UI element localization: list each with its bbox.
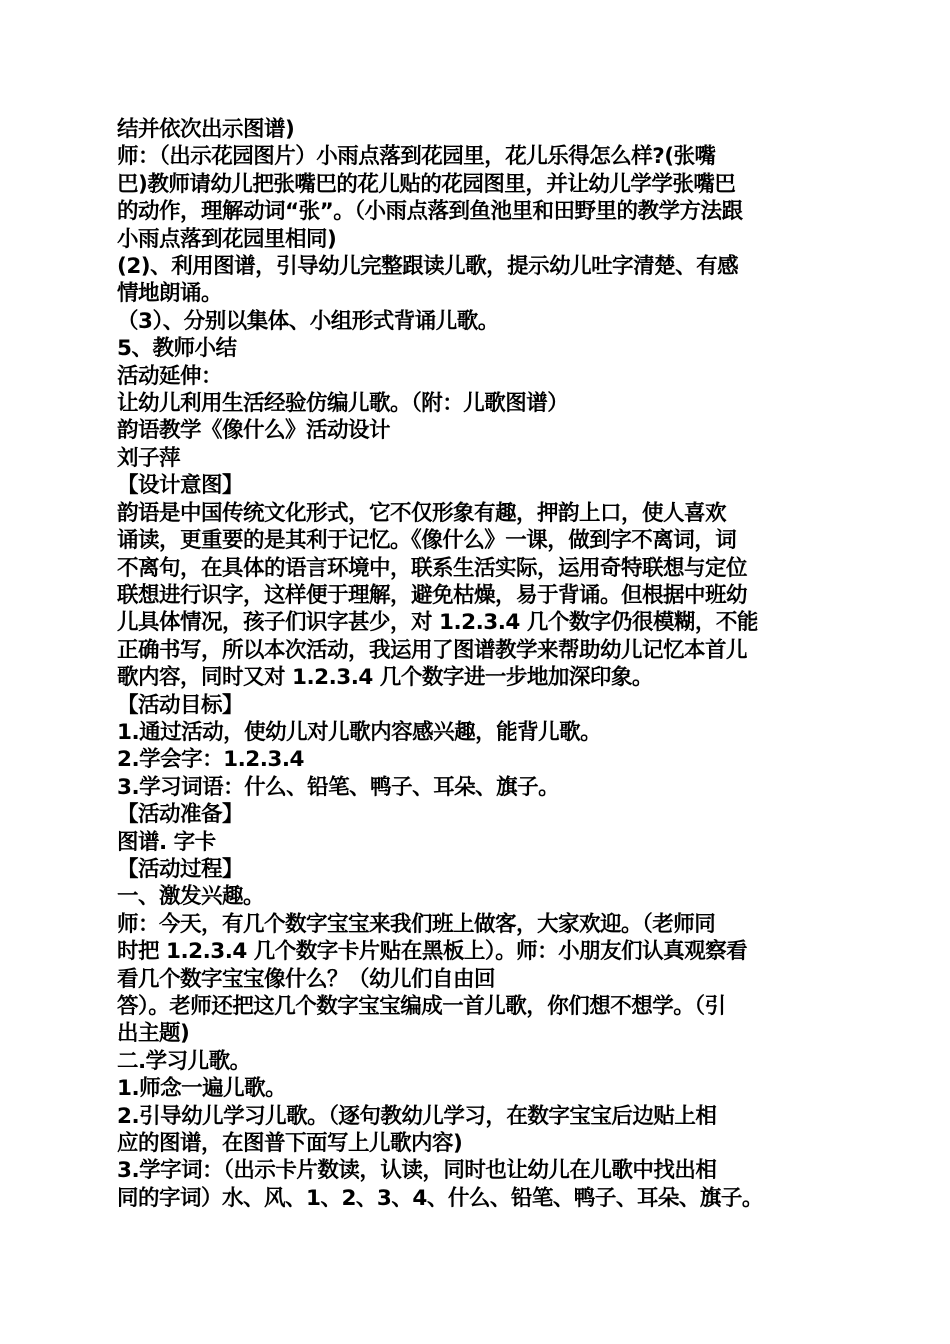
text-line: 联想进行识字，这样便于理解，避免枯燥，易于背诵。但根据中班幼	[117, 582, 748, 608]
text-line: （3）、分别以集体、小组形式背诵儿歌。	[117, 308, 499, 334]
text-line: 不离句，在具体的语言环境中，联系生活实际，运用奇特联想与定位	[117, 555, 748, 581]
document-body	[117, 116, 842, 1212]
text-line: 3.学字词：（出示卡片数读，认读，同时也让幼儿在儿歌中找出相	[117, 1158, 717, 1184]
text-line: 应的图谱，在图普下面写上儿歌内容)	[117, 1131, 463, 1157]
author-name: 刘子萍	[117, 445, 181, 471]
text-line: 时把 1.2.3.4 几个数字卡片贴在黑板上）。师：小朋友们认真观察看	[117, 939, 748, 965]
text-line: 答）。老师还把这几个数字宝宝编成一首儿歌，你们想不想学。（引	[117, 994, 726, 1019]
document-title: 韵语教学《像什么》活动设计	[117, 418, 391, 444]
text-line: 1.师念一遍儿歌。	[117, 1076, 287, 1102]
text-line: 巴)教师请幼儿把张嘴巴的花儿贴的花园图里，并让幼儿学学张嘴巴	[117, 171, 736, 197]
text-line: 1.通过活动，使幼儿对儿歌内容感兴趣，能背儿歌。	[117, 719, 602, 745]
text-line: 诵读，更重要的是其利于记忆。《像什么》一课，做到字不离词，词	[117, 528, 737, 554]
text-line: 二.学习儿歌。	[117, 1048, 251, 1074]
text-line: 结并依次出示图谱)	[117, 117, 295, 142]
text-line: 看几个数字宝宝像什么？（幼儿们自由回	[117, 966, 496, 992]
text-line: 韵语是中国传统文化形式，它不仅形象有趣，押韵上口，使人喜欢	[117, 500, 727, 526]
text-line: 2.引导幼儿学习儿歌。（逐句教幼儿学习，在数字宝宝后边贴上相	[117, 1103, 717, 1129]
section-heading: 【活动过程】	[117, 856, 244, 882]
text-line: 的动作，理解动词“张”。（小雨点落到鱼池里和田野里的教学方法跟	[117, 199, 743, 225]
section-heading: 【活动目标】	[117, 692, 244, 718]
text-line: 师：（出示花园图片）小雨点落到花园里，花儿乐得怎么样?(张嘴	[117, 144, 716, 170]
section-heading: 活动延伸：	[117, 363, 223, 389]
text-line: (2)、利用图谱，引导幼儿完整跟读儿歌，提示幼儿吐字清楚、有感	[117, 254, 739, 280]
text-line: 出主题)	[117, 1021, 190, 1047]
text-line: 图谱. 字卡	[117, 829, 216, 855]
text-line: 同的字词）水、风、1、2、3、4、什么、铅笔、鸭子、耳朵、旗子。	[117, 1185, 763, 1211]
text-line: 2.学会字：1.2.3.4	[117, 747, 304, 773]
text-line: 儿具体情况，孩子们识字甚少，对 1.2.3.4 几个数字仍很模糊，不能	[117, 610, 758, 636]
text-line: 师：今天，有几个数字宝宝来我们班上做客，大家欢迎。（老师同	[117, 911, 716, 937]
text-line: 情地朗诵。	[117, 281, 223, 307]
text-line: 小雨点落到花园里相同)	[117, 226, 337, 252]
section-heading: 【活动准备】	[117, 802, 244, 828]
text-line: 3.学习词语：什么、铅笔、鸭子、耳朵、旗子。	[117, 774, 560, 800]
text-line: 歌内容，同时又对 1.2.3.4 几个数字进一步地加深印象。	[117, 665, 653, 691]
text-line: 5、教师小结	[117, 336, 237, 362]
text-line: 让幼儿利用生活经验仿编儿歌。（附：儿歌图谱）	[117, 391, 569, 417]
text-line: 一、激发兴趣。	[117, 884, 265, 910]
text-line: 正确书写，所以本次活动，我运用了图谱教学来帮助幼儿记忆本首儿	[117, 637, 748, 663]
section-heading: 【设计意图】	[117, 473, 244, 499]
